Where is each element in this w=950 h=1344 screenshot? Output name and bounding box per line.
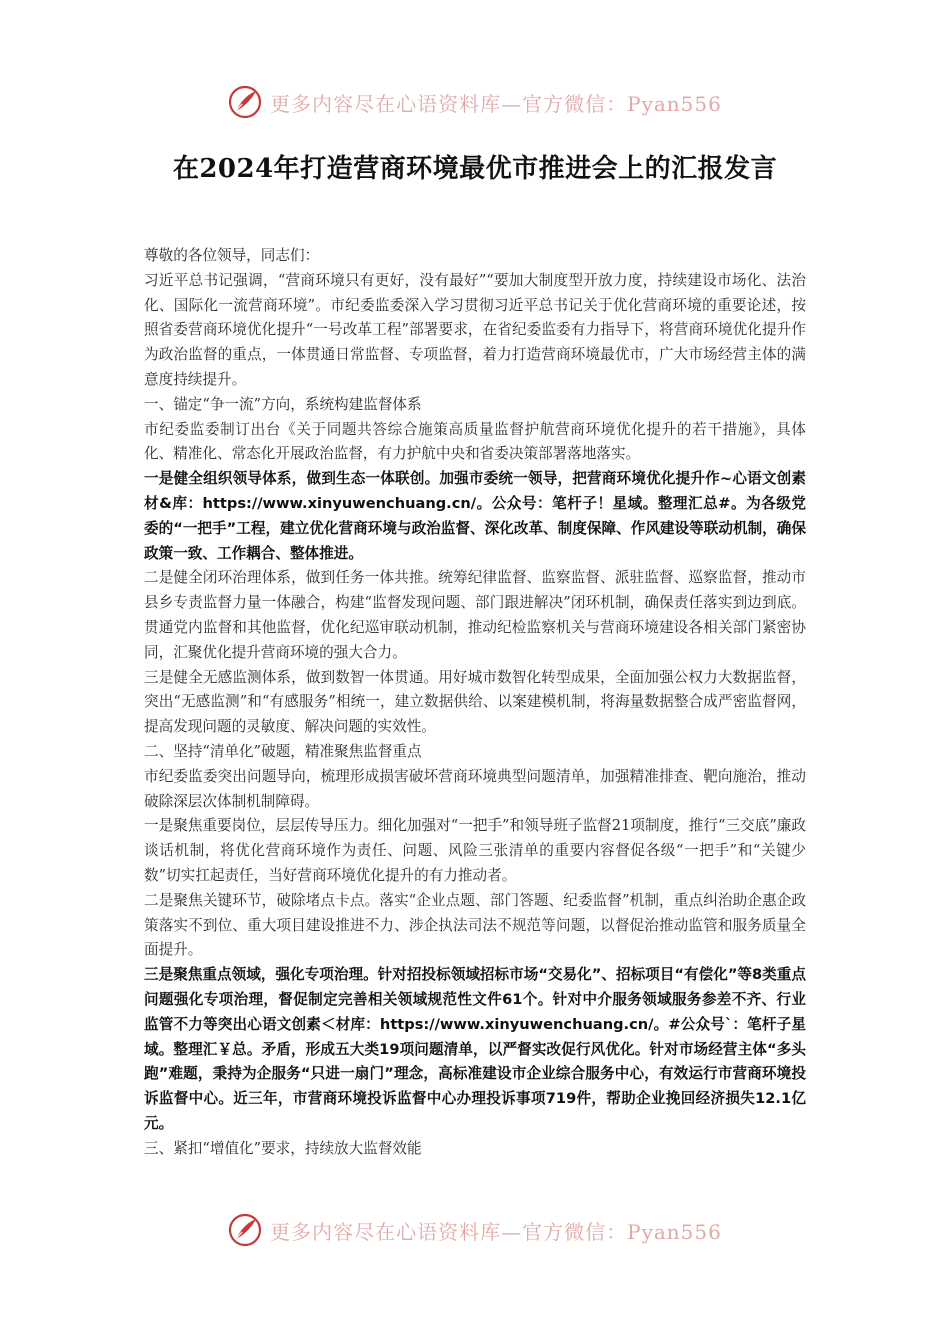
- paragraph: 习近平总书记强调，“营商环境只有更好，没有最好”“要加大制度型开放力度，持续建设市场化、法治化、国际化一流营商环境”。市纪委监委深入学习贯彻习近平总书记关于优化营商环境的重要论述，按照省委营商环境优化提升“一号改革工程”部署要求，在省纪委监委有力指导下，将营商环境优化提升作为政治监督的重点，一体贯通日常监督、专项监督，着力打造营商环境最优市，广大市场经营主体的满意度持续提升。: [144, 271, 806, 388]
- paragraph: 二是聚焦关键环节，破除堵点卡点。落实“企业点题、部门答题、纪委监督”机制，重点纠治助企惠企政策落实不到位、重大项目建设推进不力、涉企执法司法不规范等问题，以督促治推动监管和服务质量全面提升。: [144, 891, 806, 959]
- paragraph: 市纪委监委制订出台《关于同题共答综合施策高质量监督护航营商环境优化提升的若干措施》，具体化、精准化、常态化开展政治监督，有力护航中央和省委决策部署落地落实。: [144, 420, 806, 463]
- watermark-text: 更多内容尽在心语资料库—官方微信：Pyan556: [270, 1219, 722, 1244]
- document-body: [144, 244, 806, 1161]
- watermark-header: [0, 82, 950, 122]
- paragraph: 三、紧扣“增值化”要求，持续放大监督效能: [144, 1139, 422, 1157]
- paragraph: 尊敬的各位领导，同志们：: [144, 247, 320, 264]
- document-title: 在2024年打造营商环境最优市推进会上的汇报发言: [172, 154, 778, 184]
- watermark-text: 更多内容尽在心语资料库—官方微信：Pyan556: [270, 91, 722, 116]
- paragraph: 市纪委监委突出问题导向，梳理形成损害破坏营商环境典型问题清单，加强精准排查、靶向施治，推动破除深层次体制机制障碍。: [144, 767, 806, 810]
- paragraph: 一是健全组织领导体系，做到生态一体联创。加强市委统一领导，把营商环境优化提升作~心语文创素材&库：https://www.xinyuwenchuang.cn/。公众号：笔杆子！星域。整理汇总#。为各级党委的“一把手”工程，建立优化营商环境与政治监督、深化改革、制度保障、作风建设等联动机制，确保政策一致、工作耦合、整体推进。: [144, 470, 806, 562]
- watermark-footer: [0, 1210, 950, 1250]
- quill-logo-icon: [228, 1213, 262, 1247]
- paragraph: 二是健全闭环治理体系，做到任务一体共推。统筹纪律监督、监察监督、派驻监督、巡察监督，推动市县乡专责监督力量一体融合，构建“监督发现问题、部门跟进解决”闭环机制，确保责任落实到边到底。贯通党内监督和其他监督，优化纪巡审联动机制，推动纪检监察机关与营商环境建设各相关部门紧密协同，汇聚优化提升营商环境的强大合力。: [144, 569, 806, 661]
- quill-logo-icon: [228, 85, 262, 119]
- paragraph: 一是聚焦重要岗位，层层传导压力。细化加强对“一把手”和领导班子监督21项制度，推行“三交底”廉政谈话机制，将优化营商环境作为责任、问题、风险三张清单的重要内容督促各级“一把手”和“关键少数”切实扛起责任，当好营商环境优化提升的有力推动者。: [144, 817, 806, 884]
- paragraph: 一、锚定“争一流”方向，系统构建监督体系: [144, 395, 422, 413]
- paragraph: 二、坚持“清单化”破题，精准聚焦监督重点: [144, 742, 422, 760]
- paragraph: 三是健全无感监测体系，做到数智一体贯通。用好城市数智化转型成果，全面加强公权力大数据监督，突出“无感监测”和“有感服务”相统一，建立数据供给、以案建模机制，将海量数据整合成严密监督网，提高发现问题的灵敏度、解决问题的实效性。: [144, 668, 806, 736]
- paragraph: 三是聚焦重点领域，强化专项治理。针对招投标领域招标市场“交易化”、招标项目“有偿化”等8类重点问题强化专项治理，督促制定完善相关领域规范性文件61个。针对中介服务领域服务参差不齐、行业监管不力等突出心语文创素＜材库：https://www.xinyuwenchuang.cn/。#公众号`：笔杆子星域。整理汇￥总。矛盾，形成五大类19项问题清单，以严督实改促行风优化。针对市场经营主体“多头跑”难题，秉持为企服务“只进一扇门”理念，高标准建设市企业综合服务中心，有效运行市营商环境投诉监督中心。近三年，市营商环境投诉监督中心办理投诉事项719件，帮助企业挽回经济损失12.1亿元。: [144, 966, 806, 1132]
